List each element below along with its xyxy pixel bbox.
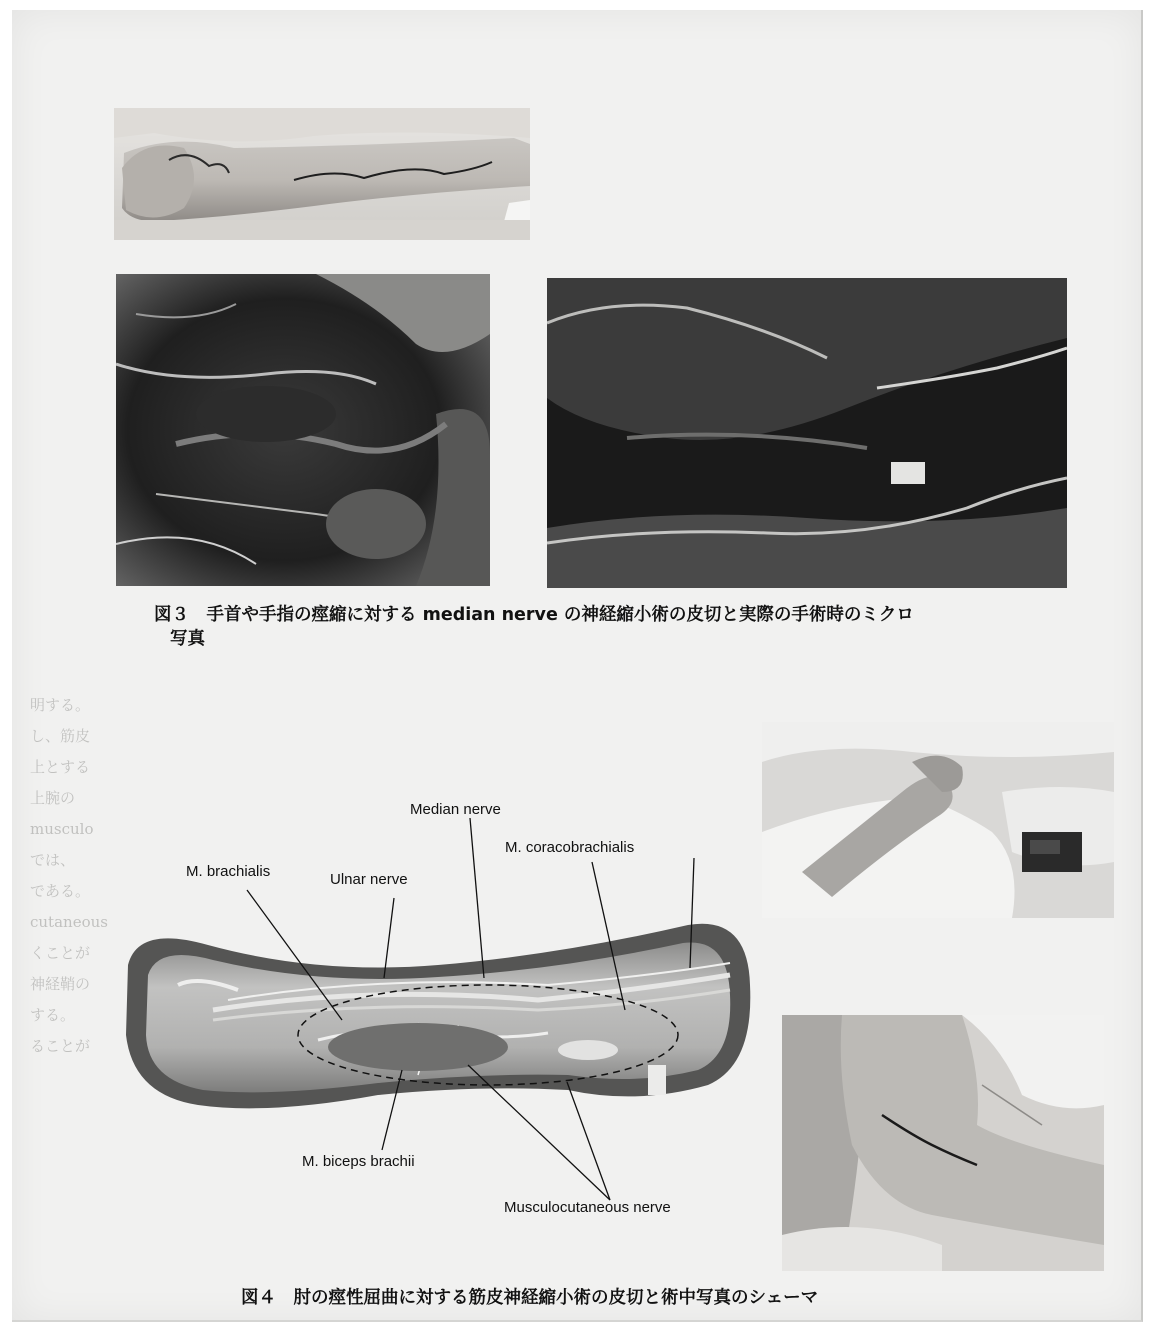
bleed-line: ることが bbox=[30, 1037, 91, 1055]
bleed-line: 上とする bbox=[30, 758, 91, 776]
label-m-brachialis: M. brachialis bbox=[186, 863, 271, 880]
bleed-line: 明する。 bbox=[30, 696, 91, 714]
bleed-line: 上腕の bbox=[30, 789, 76, 807]
label-ulnar-nerve: Ulnar nerve bbox=[330, 871, 408, 888]
figure4-arm-incision-photo bbox=[782, 1015, 1104, 1271]
figure4-elbow-flexion-photo bbox=[762, 722, 1114, 918]
figure4-caption: 図４ 肘の痙性屈曲に対する筋皮神経縮小術の皮切と術中写真のシェーマ bbox=[241, 1288, 819, 1308]
figure3-caption-line1: 図３ 手首や手指の痙縮に対する median nerve の神経縮小術の皮切と実際の手術時のミクロ bbox=[154, 605, 914, 625]
label-musculocutaneous-nerve: Musculocutaneous nerve bbox=[504, 1199, 671, 1216]
bleed-line: する。 bbox=[30, 1006, 76, 1024]
bleed-line: くことが bbox=[30, 944, 91, 962]
label-m-biceps-brachii: M. biceps brachii bbox=[302, 1153, 415, 1170]
bleed-line: musculo bbox=[30, 820, 94, 838]
bleed-line: 神経鞘の bbox=[30, 975, 91, 993]
bleed-line: である。 bbox=[30, 882, 91, 900]
figure3-caption-line2: 写真 bbox=[170, 629, 205, 649]
label-m-coracobrachialis: M. coracobrachialis bbox=[505, 839, 635, 856]
label-median-nerve: Median nerve bbox=[410, 801, 501, 818]
journal-page bbox=[12, 10, 1143, 1322]
bleed-line: では、 bbox=[30, 851, 76, 869]
bleed-line: し、筋皮 bbox=[30, 727, 91, 745]
bleed-line: cutaneous bbox=[30, 913, 108, 931]
